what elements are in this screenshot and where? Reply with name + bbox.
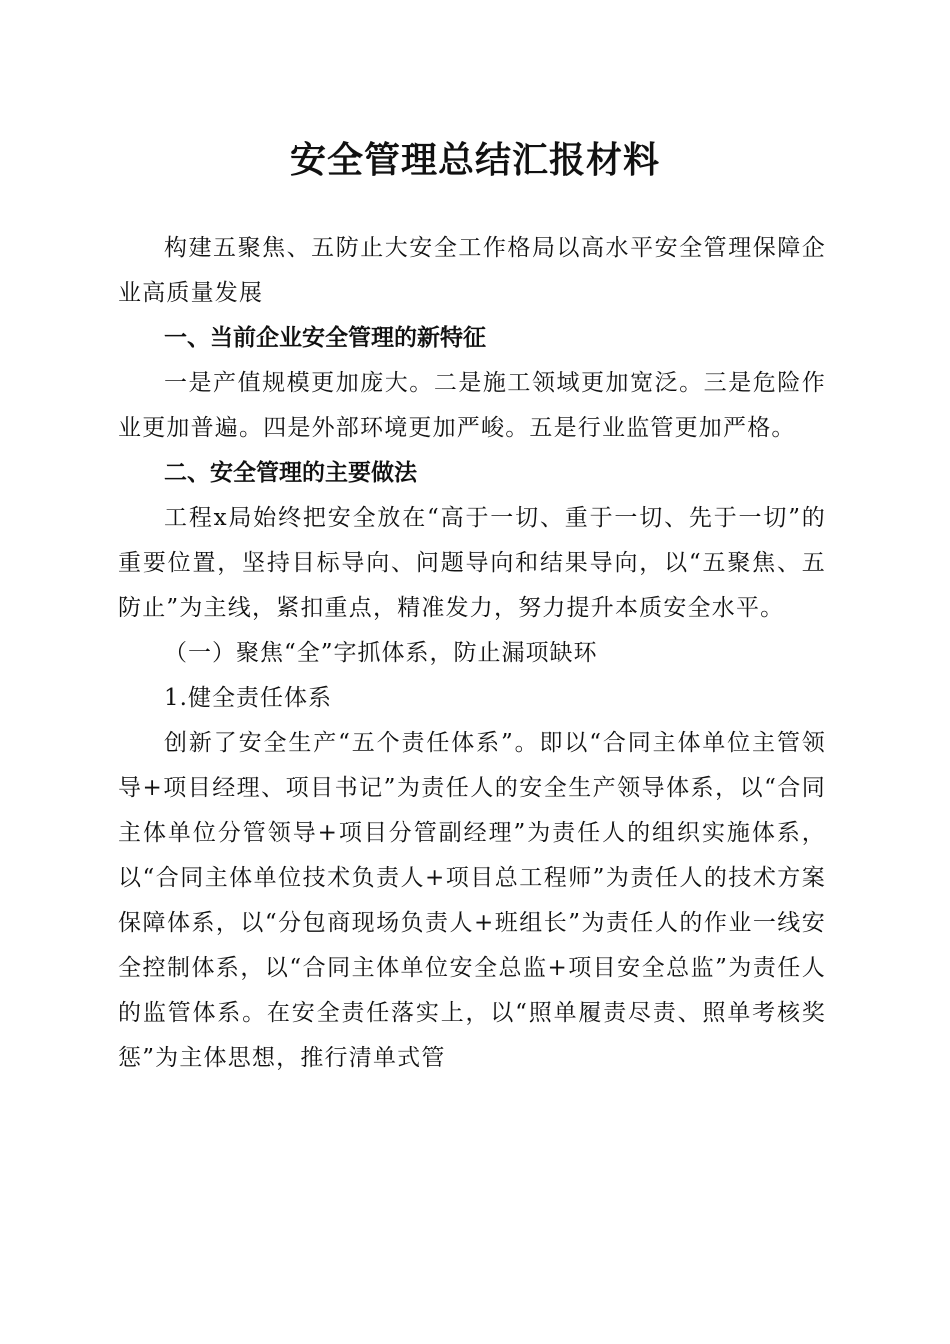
section-paragraph-2: 工程x局始终把安全放在“高于一切、重于一切、先于一切”的重要位置，坚持目标导向、问题导向和结果导向，以“五聚焦、五防止”为主线，紧扣重点，精准发力，努力提升本质安全水平。 (118, 505, 826, 621)
intro-paragraph: 构建五聚焦、五防止大安全工作格局以高水平安全管理保障企业高质量发展 (118, 235, 826, 306)
item-paragraph-1: 创新了安全生产“五个责任体系”。即以“合同主体单位主管领导+项目经理、项目书记”为责任人的安全生产领导体系，以“合同主体单位分管领导+项目分管副经理”为责任人的组织实施体系，以“合同主体单位技术负责人+项目总工程师”为责任人的技术方案保障体系，以“分包商现场负责人+班组长”为责任人的作业一线安全控制体系，以“合同主体单位安全总监+项目安全总监”为责任人的监管体系。在安全责任落实上，以“照单履责尽责、照单考核奖惩”为主体思想，推行清单式管 (118, 730, 826, 1071)
item-heading-1: 1.健全责任体系 (164, 685, 332, 711)
section-heading-1: 一、当前企业安全管理的新特征 (164, 325, 486, 351)
section-heading-2: 二、安全管理的主要做法 (164, 460, 417, 486)
subsection-heading-1: （一）聚焦“全”字抓体系，防止漏项缺环 (164, 640, 598, 666)
document-body (118, 226, 826, 1081)
section-paragraph-1: 一是产值规模更加庞大。二是施工领域更加宽泛。三是危险作业更加普遍。四是外部环境更加严峻。五是行业监管更加严格。 (118, 370, 826, 441)
document-title: 安全管理总结汇报材料 (289, 139, 660, 181)
